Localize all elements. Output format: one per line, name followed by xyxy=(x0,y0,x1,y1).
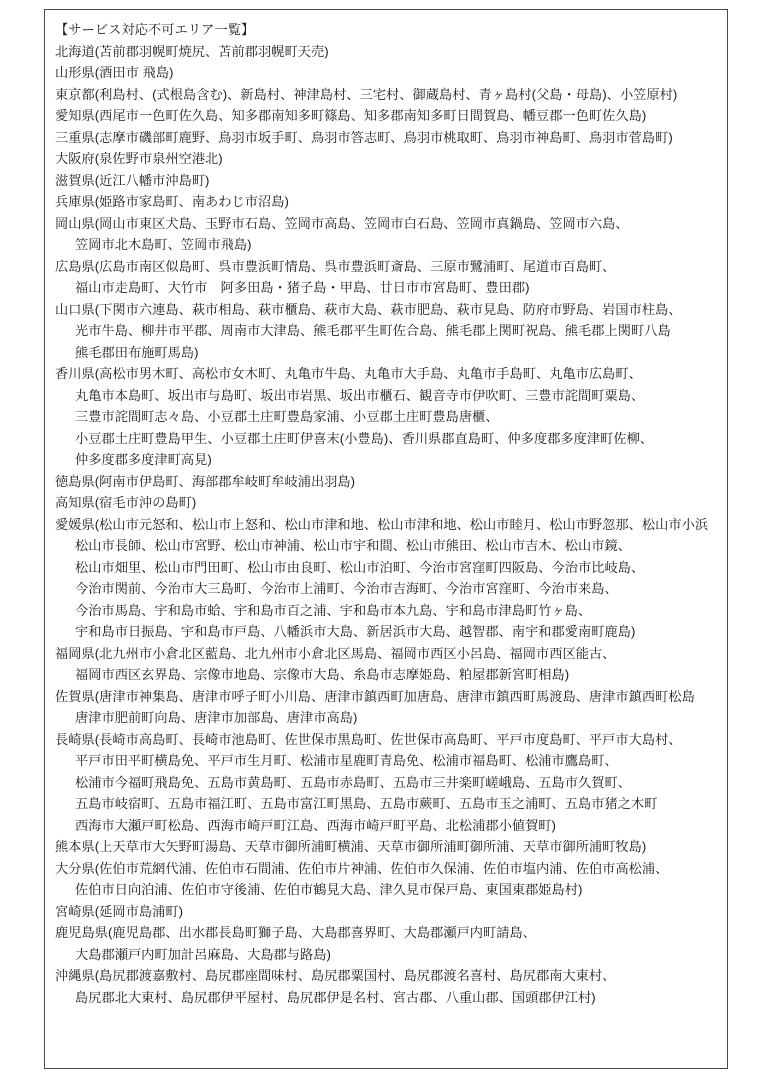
area-entry-line: 北海道(苫前郡羽幌町焼尻、苫前郡羽幌町天売) xyxy=(55,43,329,59)
area-entry-nagasaki xyxy=(55,729,717,837)
area-entry-aichi xyxy=(55,105,717,127)
area-entry-kagoshima xyxy=(55,922,717,965)
area-entry-line: 仲多度郡多度津町高見) xyxy=(75,452,212,467)
area-entry-line: 熊毛郡田布施町馬島) xyxy=(75,344,199,360)
area-entry-kochi xyxy=(55,492,717,514)
area-entry-line: 広島県(広島市南区似島町、呉市豊浜町情島、呉市豊浜町斎島、三原市鷺浦町、尾道市百島町、 xyxy=(55,258,616,274)
area-entry-line: 今治市馬島、宇和島市蛤、宇和島市百之浦、宇和島市本九島、宇和島市津島町竹ヶ島、 xyxy=(75,602,592,618)
area-entry-line: 福山市走島町、大竹市 阿多田島・猪子島・甲島、廿日市市宮島町、豊田郡) xyxy=(75,280,530,295)
area-entry-line: 西海市大瀬戸町松島、西海市崎戸町江島、西海市崎戸町平島、北松浦郡小値賀町) xyxy=(75,817,556,833)
area-entry-line: 丸亀市本島町、坂出市与島町、坂出市岩黒、坂出市櫃石、観音寺市伊吹町、三豊市詫間町粟島、 xyxy=(75,387,645,403)
area-entry-hokkaido xyxy=(55,41,717,63)
area-entry-line: 今治市関前、今治市大三島町、今治市上浦町、今治市吉海町、今治市宮窪町、今治市来島、 xyxy=(75,581,618,596)
area-entry-miyazaki xyxy=(55,901,717,923)
area-entry-line: 岡山県(岡山市東区犬島、玉野市石島、笠岡市高島、笠岡市白石島、笠岡市真鍋島、笠岡市六島、 xyxy=(55,215,629,231)
area-entry-line: 大島郡瀬戸内町加計呂麻島、大島郡与路島) xyxy=(75,946,331,962)
area-entry-line: 松山市長師、松山市宮野、松山市神浦、松山市宇和間、松山市熊田、松山市吉木、松山市鏡、 xyxy=(75,538,631,553)
area-entry-line: 大分県(佐伯市荒網代浦、佐伯市石間浦、佐伯市片神浦、佐伯市久保浦、佐伯市塩内浦、佐伯市高松浦、 xyxy=(55,860,669,876)
area-entry-line: 福岡県(北九州市小倉北区藍島、北九州市小倉北区馬島、福岡市西区小呂島、福岡市西区能古、 xyxy=(55,645,616,661)
area-entry-ehime xyxy=(55,514,717,643)
area-entry-hyogo xyxy=(55,191,717,213)
area-entry-hiroshima xyxy=(55,256,717,299)
area-entry-line: 兵庫県(姫路市家島町、南あわじ市沼島) xyxy=(55,194,289,209)
area-entry-line: 島尻郡北大東村、島尻郡伊平屋村、島尻郡伊是名村、宮古郡、八重山郡、国頭郡伊江村) xyxy=(75,989,596,1005)
area-entry-fukuoka xyxy=(55,643,717,686)
area-entry-oita xyxy=(55,858,717,901)
area-entry-tokyo xyxy=(55,84,717,106)
area-entry-line: 鹿児島県(鹿児島郡、出水郡長島町獅子島、大島郡喜界町、大島郡瀬戸内町請島、 xyxy=(55,925,536,940)
area-entry-line: 佐賀県(唐津市神集島、唐津市呼子町小川島、唐津市鎮西町加唐島、唐津市鎮西町馬渡島、唐津市鎮西町松島 xyxy=(55,688,695,704)
area-entry-line: 滋賀県(近江八幡市沖島町) xyxy=(55,172,210,188)
area-entry-kumamoto xyxy=(55,836,717,858)
area-entry-line: 香川県(高松市男木町、高松市女木町、丸亀市牛島、丸亀市大手島、丸亀市手島町、丸亀市広島町、 xyxy=(55,366,642,381)
area-entry-line: 松浦市今福町飛島免、五島市黄島町、五島市赤島町、五島市三井楽町嵯峨島、五島市久賀町、 xyxy=(75,774,631,790)
area-entry-yamaguchi xyxy=(55,299,717,364)
area-entry-line: 長崎県(長崎市高島町、長崎市池島町、佐世保市黒島町、佐世保市高島町、平戸市度島町、平戸市大島村、 xyxy=(55,731,682,747)
area-entry-line: 徳島県(阿南市伊島町、海部郡牟岐町牟岐浦出羽島) xyxy=(55,473,356,489)
area-list xyxy=(55,41,717,1009)
area-entry-line: 沖縄県(島尻郡渡嘉敷村、島尻郡座間味村、島尻郡粟国村、島尻郡渡名喜村、島尻郡南大東村、 xyxy=(55,968,616,983)
page-title: 【サービス対応不可エリア一覧】 xyxy=(55,22,255,37)
area-entry-line: 光市牛島、柳井市平郡、周南市大津島、熊毛郡平生町佐合島、熊毛郡上関町祝島、熊毛郡上関町八島 xyxy=(75,323,671,338)
area-entry-line: 三豊市詫間町志々島、小豆郡土庄町豊島家浦、小豆郡土庄町豊島唐櫃、 xyxy=(75,409,499,424)
area-entry-line: 山形県(酒田市 飛島) xyxy=(55,65,174,80)
area-entry-line: 松山市畑里、松山市門田町、松山市由良町、松山市泊町、今治市宮窪町四阪島、今治市比岐島、 xyxy=(75,559,645,575)
area-entry-line: 高知県(宿毛市沖の島町) xyxy=(55,495,197,510)
area-entry-line: 笠岡市北木島町、笠岡市飛島) xyxy=(75,237,252,252)
area-entry-line: 愛媛県(松山市元怒和、松山市上怒和、松山市津和地、松山市津和地、松山市睦月、松山市野忽那、松山市小浜 xyxy=(55,516,709,532)
area-entry-osaka xyxy=(55,148,717,170)
area-entry-line: 宮崎県(延岡市島浦町) xyxy=(55,903,184,919)
area-entry-shiga xyxy=(55,170,717,192)
area-entry-okinawa xyxy=(55,965,717,1008)
area-entry-line: 佐伯市日向泊浦、佐伯市守後浦、佐伯市鶴見大島、津久見市保戸島、東国東郡姫島村) xyxy=(75,882,583,897)
area-entry-line: 平戸市田平町横島免、平戸市生月町、松浦市星鹿町青島免、松浦市福島町、松浦市鷹島町、 xyxy=(75,753,618,768)
area-entry-line: 熊本県(上天草市大矢野町湯島、天草市御所浦町横浦、天草市御所浦町御所浦、天草市御所浦町牧島) xyxy=(55,839,647,854)
area-entry-saga xyxy=(55,686,717,729)
area-entry-line: 小豆郡土庄町豊島甲生、小豆郡土庄町伊喜末(小豊島)、香川県郡直島町、仲多度郡多度津町佐柳、 xyxy=(75,430,654,446)
area-entry-line: 五島市岐宿町、五島市福江町、五島市富江町黒島、五島市蕨町、五島市玉之浦町、五島市猪之木町 xyxy=(75,796,658,811)
area-entry-yamagata xyxy=(55,62,717,84)
area-entry-kagawa xyxy=(55,363,717,471)
area-entry-mie xyxy=(55,127,717,149)
area-entry-line: 愛知県(西尾市一色町佐久島、知多郡南知多町篠島、知多郡南知多町日間賀島、幡豆郡一色町佐久島) xyxy=(55,108,647,123)
area-entry-tokushima xyxy=(55,471,717,493)
area-entry-line: 宇和島市日振島、宇和島市戸島、八幡浜市大島、新居浜市大島、越智郡、南宇和郡愛南町鹿島) xyxy=(75,624,636,639)
area-entry-line: 大阪府(泉佐野市泉州空港北) xyxy=(55,151,223,166)
area-entry-line: 三重県(志摩市磯部町鹿野、鳥羽市坂手町、鳥羽市答志町、鳥羽市桃取町、鳥羽市神島町、鳥羽市菅島町) xyxy=(55,129,673,145)
area-entry-okayama xyxy=(55,213,717,256)
document-page xyxy=(44,9,728,1069)
area-entry-line: 東京都(利島村、(式根島含む)、新島村、神津島村、三宅村、御蔵島村、青ヶ島村(父島・母島)、小笠原村) xyxy=(55,86,678,102)
area-entry-line: 唐津市肥前町向島、唐津市加部島、唐津市高島) xyxy=(75,710,358,725)
area-entry-line: 福岡市西区玄界島、宗像市地島、宗像市大島、糸島市志摩姫島、粕屋郡新宮町相島) xyxy=(75,667,570,682)
area-entry-line: 山口県(下関市六連島、萩市相島、萩市櫃島、萩市大島、萩市肥島、萩市見島、防府市野島、岩国市柱島、 xyxy=(55,301,682,317)
